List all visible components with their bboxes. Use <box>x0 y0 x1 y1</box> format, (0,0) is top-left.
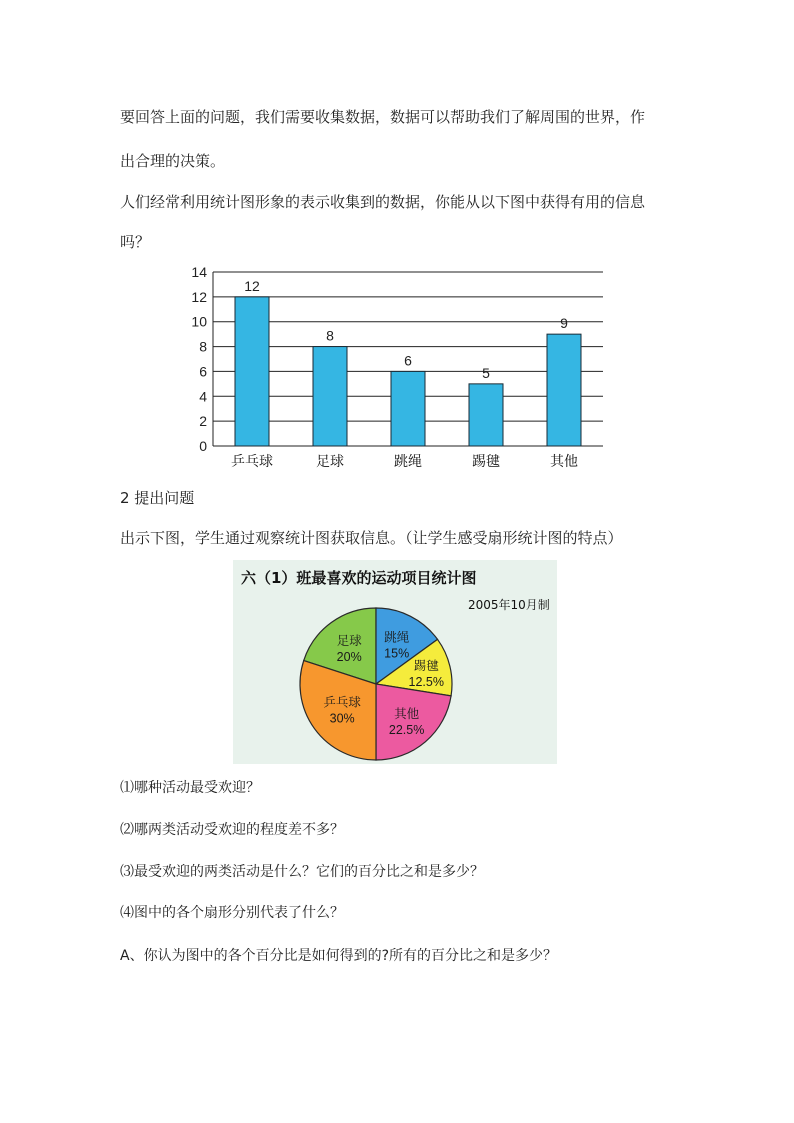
bar <box>235 297 269 446</box>
question-a: A、你认为图中的各个百分比是如何得到的?所有的百分比之和是多少？ <box>120 948 558 964</box>
pie-slice-percent: 30% <box>329 711 355 726</box>
y-tick-label: 4 <box>199 388 207 405</box>
bar <box>391 371 425 446</box>
pie-chart <box>233 560 557 764</box>
paragraph-1-line-1: 要回答上面的问题，我们需要收集数据，数据可以帮助我们了解周围的世界，作 <box>120 108 646 126</box>
x-category-label: 跳绳 <box>394 454 422 470</box>
bar-value-label: 6 <box>404 352 412 369</box>
y-tick-label: 2 <box>199 413 207 430</box>
pie-slice-name: 其他 <box>394 705 420 721</box>
pie-slice-percent: 20% <box>336 650 362 665</box>
section-2-heading: 2 提出问题 <box>120 489 195 507</box>
bar-value-label: 8 <box>326 327 334 344</box>
y-tick-label: 6 <box>199 363 207 380</box>
pie-slice-percent: 12.5% <box>408 674 444 689</box>
question-4: ⑷图中的各个扇形分别代表了什么？ <box>120 905 344 921</box>
question-2: ⑵哪两类活动受欢迎的程度差不多？ <box>120 822 344 838</box>
paragraph-2-line-2: 吗？ <box>120 233 151 251</box>
y-tick-label: 12 <box>191 288 207 305</box>
pie-slice-name: 乒乓球 <box>323 694 361 710</box>
pie-slice-percent: 15% <box>384 646 410 661</box>
pie-chart-panel <box>233 560 557 764</box>
pie-chart-date: 2005年10月制 <box>468 598 550 612</box>
bar-chart <box>193 262 613 477</box>
question-3: ⑶最受欢迎的两类活动是什么？它们的百分比之和是多少？ <box>120 864 484 880</box>
bar-value-label: 9 <box>560 315 568 332</box>
paragraph-3: 出示下图，学生通过观察统计图获取信息。（让学生感受扇形统计图的特点） <box>120 529 623 547</box>
bar <box>469 384 503 446</box>
y-tick-label: 0 <box>199 438 207 454</box>
y-tick-label: 10 <box>191 313 207 330</box>
x-category-label: 踢毽 <box>472 454 500 470</box>
x-category-label: 足球 <box>316 454 344 470</box>
pie-slice-name: 足球 <box>336 633 362 649</box>
bar-value-label: 5 <box>482 364 490 381</box>
pie-chart-title: 六（1）班最喜欢的运动项目统计图 <box>241 569 477 587</box>
x-category-label: 其他 <box>550 454 578 470</box>
x-category-label: 乒乓球 <box>231 454 273 470</box>
paragraph-2-line-1: 人们经常利用统计图形象的表示收集到的数据，你能从以下图中获得有用的信息 <box>120 193 646 211</box>
pie-slice-name: 跳绳 <box>384 629 410 645</box>
y-tick-label: 14 <box>191 264 207 280</box>
pie-slice-percent: 22.5% <box>388 722 425 737</box>
bar-value-label: 12 <box>244 277 260 294</box>
paragraph-1-line-2: 出合理的决策。 <box>120 152 226 170</box>
bar <box>547 334 581 446</box>
bar <box>313 347 347 446</box>
question-1: ⑴哪种活动最受欢迎？ <box>120 780 260 796</box>
y-tick-label: 8 <box>199 338 207 355</box>
pie-slice-name: 踢毽 <box>413 657 439 673</box>
